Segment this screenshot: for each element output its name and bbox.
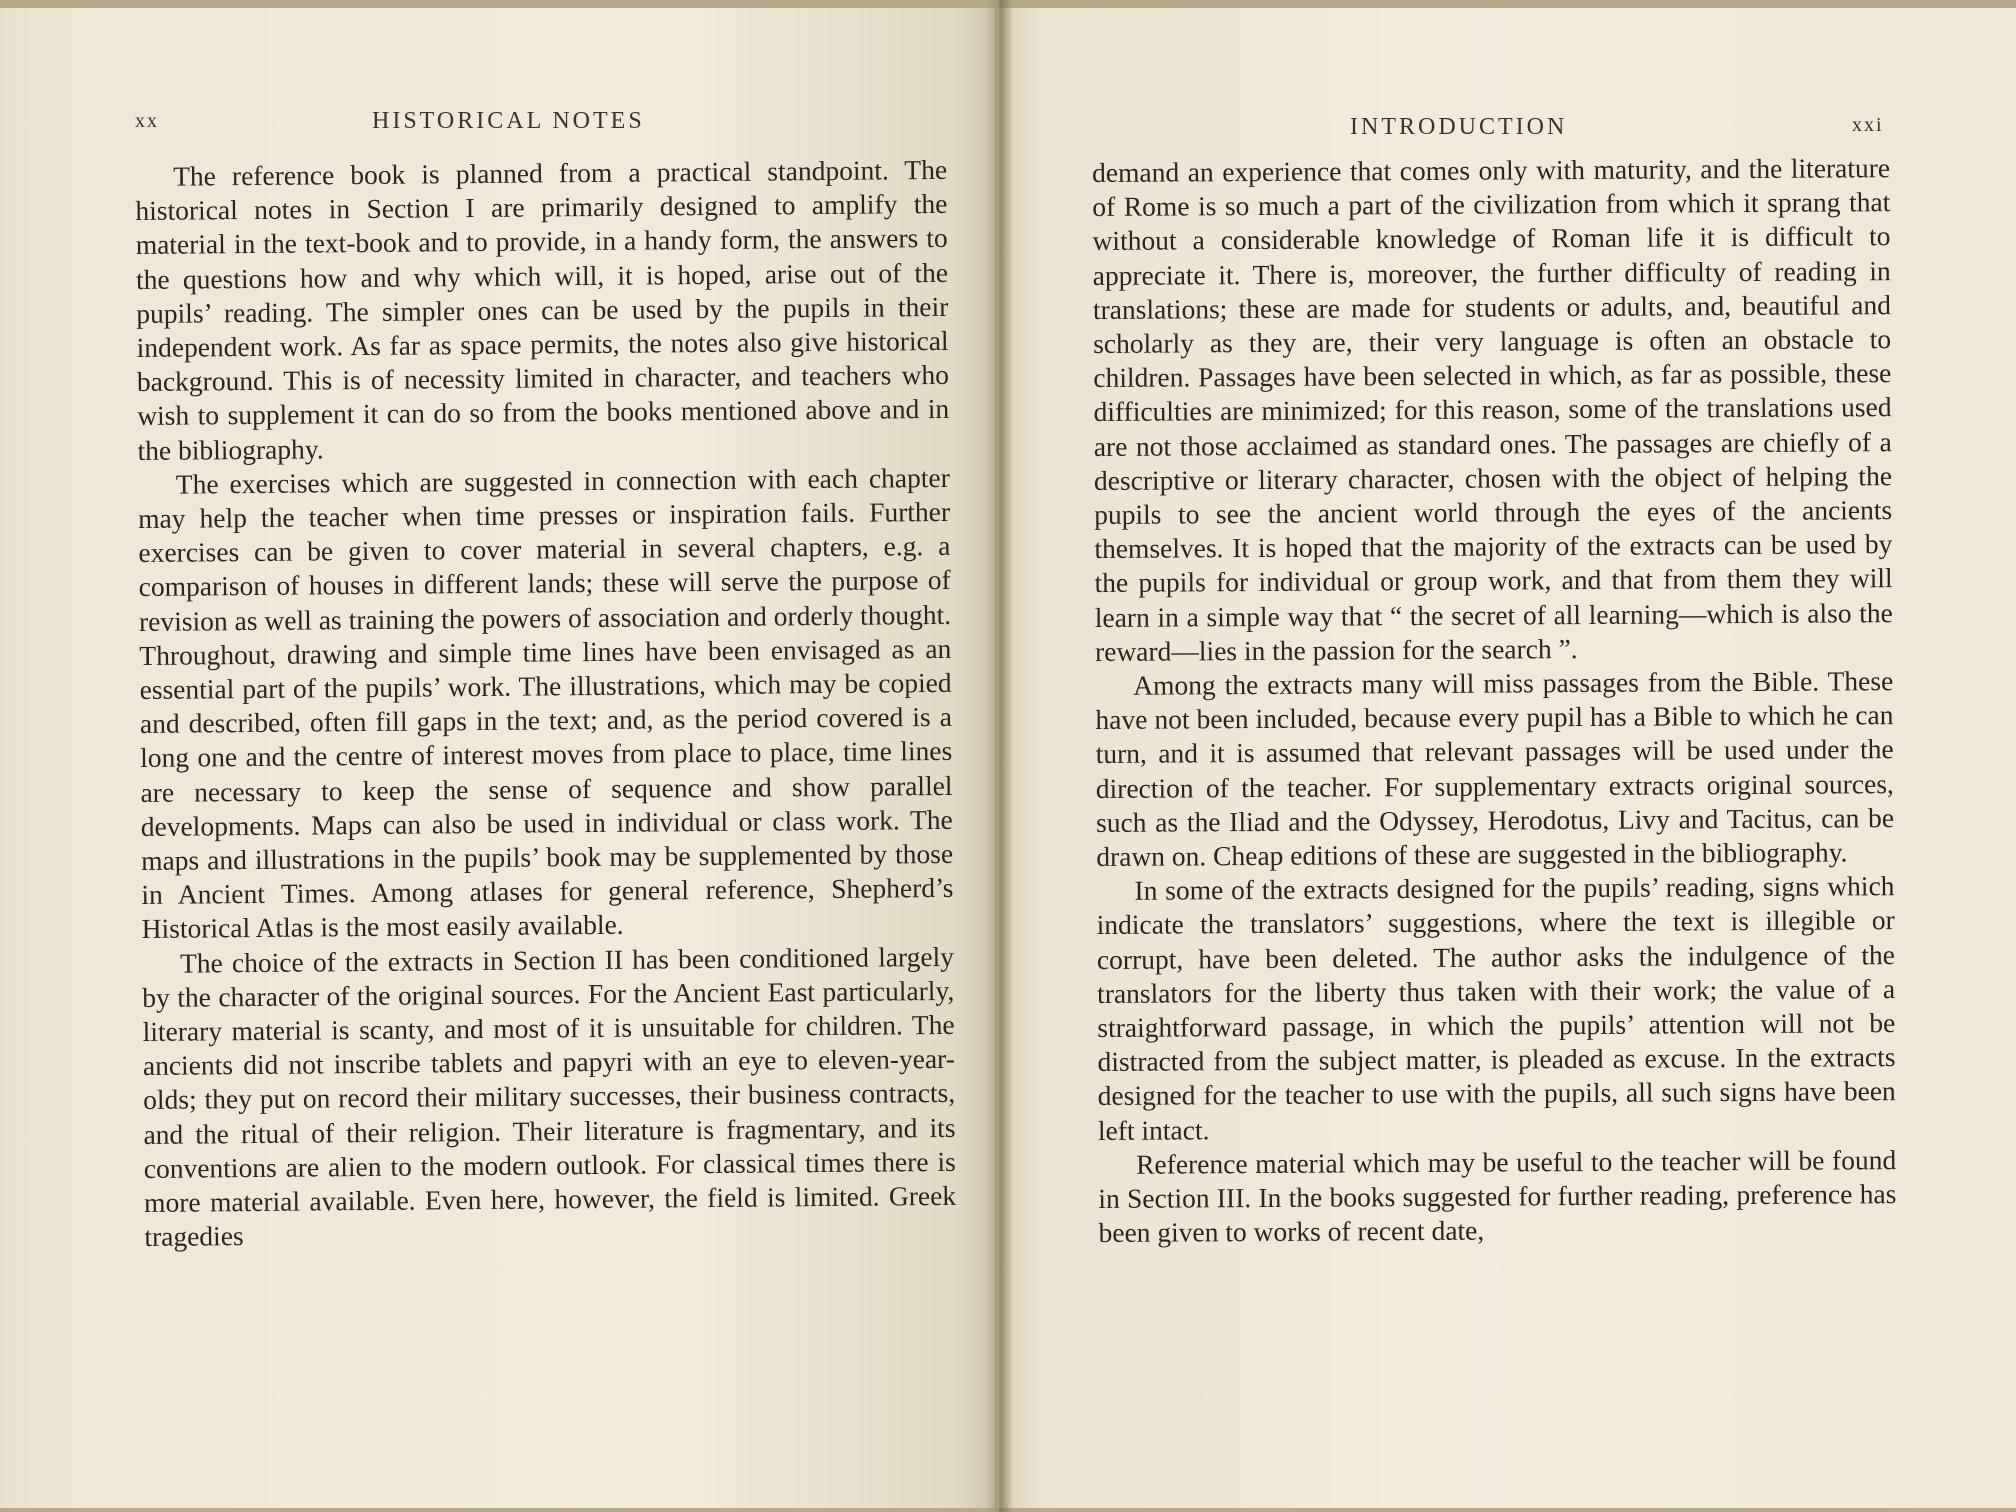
- right-paragraph-3: In some of the extracts designed for the pupils’ reading, signs which indicate the translators’ suggestions, where the text is illegible or corrupt, have been deleted. The author asks the indulgence of the translators for the liberty thus taken with their work; the value of a straightforward passage, in which the pupils’ attention will not be distracted from the subject matter, is pleaded as excuse. In the extracts designed for the teacher to use with the pupils, all such signs have been left intact.: [1096, 870, 1896, 1146]
- book-gutter: [985, 0, 1013, 1512]
- left-page-number: xx: [135, 110, 159, 132]
- right-paragraph-2: Among the extracts many will miss passages from the Bible. These have not been included, because every pupil has a Bible to which he can turn, and it is assumed that relevant passages will be used under the direction of the teacher. For supplementary extracts original sources, such as the Iliad and the Odyssey, Herodotus, Livy and Tacitus, can be drawn on. Cheap editions of these are suggested in the bibliography.: [1095, 665, 1895, 873]
- right-running-head: INTRODUCTION: [1350, 114, 1568, 140]
- right-paragraph-1: demand an experience that comes only with maturity, and the literature of Rome is so much a part of the civilization from which it sprang that without a considerable knowledge of Roman life it is difficult to appreciate it. There is, moreover, the further difficulty of reading in translations; these are made for students or adults, and, beautiful and scholarly as they are, their very language is often an obstacle to children. Passages have been selected in which, as far as possible, these difficulties are minimized; for this reason, some of the translations used are not those acclaimed as standard ones. The passages are chiefly of a descriptive or literary character, chosen with the object of helping the pupils to see the ancient world through the eyes of the ancients themselves. It is hoped that the majority of the extracts can be used by the pupils for individual or group work, and that from them they will learn in a simple way that “ the secret of all learning—which is also the reward—lies in the passion for the search ”.: [1092, 152, 1893, 667]
- left-paragraph-2: The exercises which are suggested in connection with each chapter may help the teacher when time presses or inspiration fails. Further exercises can be given to cover material in several chapters, e.g. a comparison of houses in different lands; these will serve the purpose of revision as well as training the powers of association and orderly thought. Throughout, drawing and simple time lines have been envisaged as an essential part of the pupils’ work. The illustrations, which may be copied and described, often fill gaps in the text; and, as the period covered is a long one and the centre of interest moves from place to place, time lines are necessary to keep the sense of sequence and show parallel developments. Maps can also be used in individual or class work. The maps and illustrations in the pupils’ book may be supplemented by those in Ancient Times. Among atlases for general reference, Shepherd’s Historical Atlas is the most easily available.: [137, 461, 954, 945]
- left-page-text: [135, 153, 957, 1255]
- right-paragraph-4: Reference material which may be useful to the teacher will be found in Section III. In the books suggested for further reading, preference has been given to works of recent date,: [1098, 1143, 1897, 1249]
- right-page-number: xxi: [1852, 114, 1884, 136]
- left-paragraph-1: The reference book is planned from a practical standpoint. The historical notes in Section I are primarily designed to amplify the material in the text-book and to provide, in a handy form, the answers to the questions how and why which will, it is hoped, arise out of the pupils’ reading. The simpler ones can be used by the pupils in their independent work. As far as space permits, the notes also give historical background. This is of necessity limited in character, and teachers who wish to supplement it can do so from the books mentioned above and in the bibliography.: [135, 153, 950, 466]
- left-paragraph-3: The choice of the extracts in Section II has been conditioned largely by the character of the original sources. For the Ancient East particularly, literary material is scanty, and most of it is unsuitable for children. The ancients did not inscribe tablets and papyri with an eye to eleven-year-olds; they put on record their military successes, their business contracts, and the ritual of their religion. Their literature is fragmentary, and its conventions are alien to the modern outlook. For classical times there is more material available. Even here, however, the field is limited. Greek tragedies: [142, 940, 957, 1253]
- left-running-head: HISTORICAL NOTES: [372, 108, 645, 134]
- left-page: [0, 8, 995, 1508]
- right-page-text: [1092, 151, 1897, 1250]
